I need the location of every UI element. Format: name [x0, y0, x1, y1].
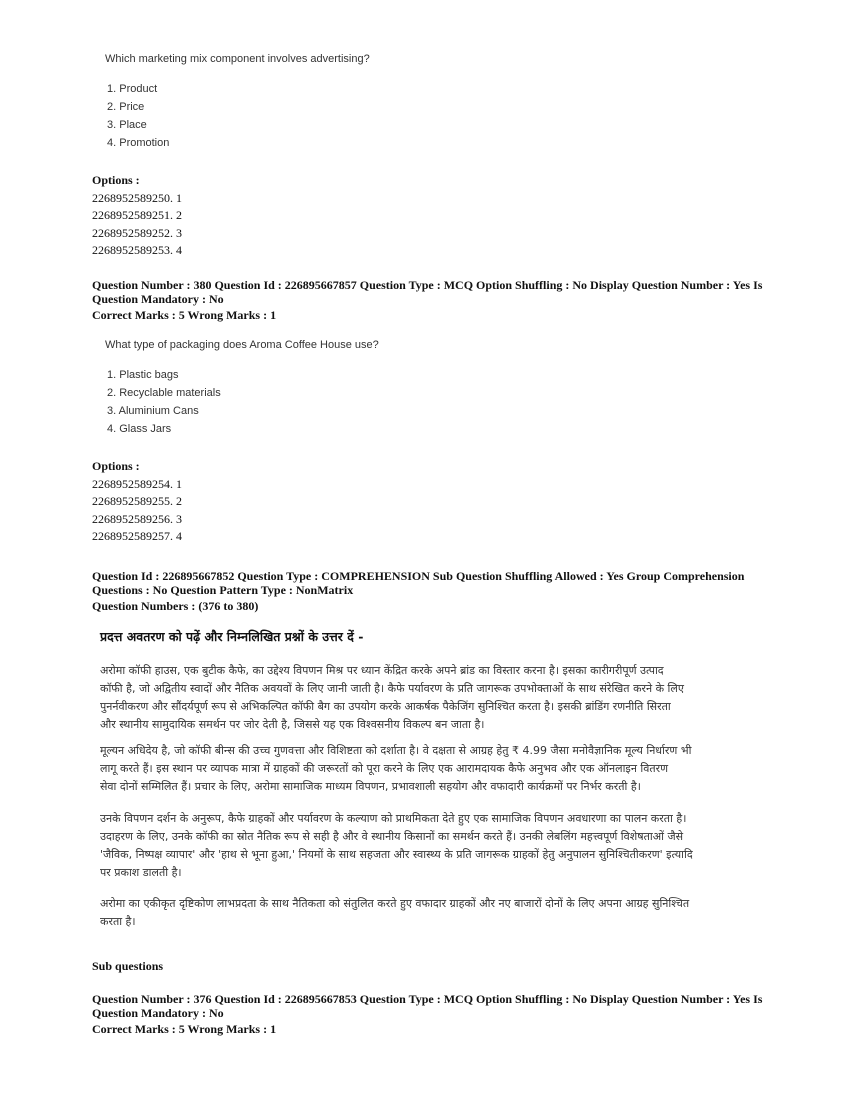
- passage-line: सेवा दोनों सम्मिलित हैं। प्रचार के लिए, अरोमा सामाजिक माध्यम विपणन, प्रभावशाली सहयोग और वफादारी कार्यक्रमों पर निर्भर करती है।: [100, 780, 641, 793]
- question-numbers-line: Question Numbers : (376 to 380): [92, 599, 259, 613]
- choice-item: 3. Aluminium Cans: [107, 405, 199, 417]
- passage-paragraph: [100, 895, 780, 931]
- comprehension-meta: [92, 569, 772, 613]
- question-text: What type of packaging does Aroma Coffee House use?: [105, 339, 379, 351]
- meta-line: Question Number : 380 Question Id : 226895667857 Question Type : MCQ Option Shuffling : No Display Question Number : Yes Is: [92, 278, 763, 292]
- meta-line: Question Mandatory : No: [92, 1006, 224, 1020]
- passage-line: पर प्रकाश डालती है।: [100, 866, 182, 879]
- meta-line: Question Mandatory : No: [92, 292, 224, 306]
- passage-instruction: प्रदत्त अवतरण को पढ़ें और निम्नलिखित प्रश्नों के उत्तर दें -: [100, 629, 364, 644]
- passage-paragraph: [100, 662, 780, 734]
- marks-line: Correct Marks : 5 Wrong Marks : 1: [92, 308, 277, 322]
- passage-line: उनके विपणन दर्शन के अनुरूप, कैफे ग्राहकों और पर्यावरण के कल्याण को प्राथमिकता देते हुए एक सामाजिक विपणन अवधारणा का पालन करता है।: [100, 812, 687, 825]
- options-label: Options :: [92, 173, 140, 187]
- meta-line: Question Number : 376 Question Id : 226895667853 Question Type : MCQ Option Shuffling : No Display Question Number : Yes Is: [92, 992, 763, 1006]
- passage-line: और स्थानीय सामुदायिक समर्थन पर जोर देती है, जिससे यह एक विश्वसनीय विकल्प बन जाता है।: [100, 718, 485, 731]
- option-id: 2268952589251. 2: [92, 208, 182, 222]
- question-meta: [92, 278, 772, 322]
- passage-line: लागू करते हैं। इस स्थान पर व्यापक मात्रा में ग्राहकों की जरूरतों को पूरा करने के लिए एक आरामदायक कैफे अनुभव और एक ऑनलाइन वितरण: [100, 762, 669, 775]
- question-text: Which marketing mix component involves advertising?: [105, 53, 370, 65]
- option-id: 2268952589253. 4: [92, 243, 182, 257]
- choice-list: [107, 80, 169, 152]
- passage-paragraph: [100, 742, 780, 796]
- option-id: 2268952589257. 4: [92, 529, 182, 543]
- choice-list: [107, 366, 221, 438]
- passage-line: मूल्यन अधिदेय है, जो कॉफी बीन्स की उच्च गुणवत्ता और विशिष्टता को दर्शाता है। वे दक्षता से आग्रह हेतु ₹ 4.99 जैसा मनोवैज्ञानिक मूल्य निर्धारण भी: [100, 744, 692, 757]
- choice-item: 2. Price: [107, 101, 145, 113]
- passage-paragraph: [100, 810, 780, 882]
- meta-line: Question Id : 226895667852 Question Type : COMPREHENSION Sub Question Shuffling Allowed : Yes Group Comprehension: [92, 569, 745, 583]
- option-id: 2268952589254. 1: [92, 476, 182, 491]
- options-label: Options :: [92, 459, 140, 473]
- options-block: [92, 172, 772, 260]
- choice-item: 1. Product: [107, 83, 158, 95]
- passage-line: उदाहरण के लिए, उनके कॉफी का स्रोत नैतिक रूप से सही है और वे स्थानीय किसानों का समर्थन करते हैं। उनकी लेबलिंग महत्त्वपूर्ण विशेषताओं जैसे: [100, 830, 684, 843]
- passage-line: अरोमा कॉफी हाउस, एक बुटीक कैफे, का उद्देश्य विपणन मिश्र पर ध्यान केंद्रित करके अपने ब्रांड का विस्तार करना है। इसका कारीगरीपूर्ण उत्पाद: [100, 664, 664, 677]
- option-id: 2268952589250. 1: [92, 190, 182, 205]
- choice-item: 3. Place: [107, 119, 147, 131]
- option-id: 2268952589255. 2: [92, 494, 182, 508]
- choice-item: 2. Recyclable materials: [107, 387, 221, 399]
- passage-line: कॉफी है, जो अद्वितीय स्वादों और नैतिक अवयवों के लिए जानी जाती है। कैफे पर्यावरण के प्रति जागरूक उपभोक्ताओं के साथ संरेखित करने के लिए: [100, 682, 684, 695]
- passage-line: पुनर्नवीकरण और सौंदर्यपूर्ण रूप से अभिकल्पित कॉफी बैग का उपयोग करके आकर्षक पैकेजिंग सुनिश्चित करता है। इसकी ब्रांडिंग रणनीति सिरता: [100, 700, 671, 713]
- sub-questions-heading: [92, 958, 772, 976]
- question-meta: [92, 992, 772, 1036]
- sub-questions-label: Sub questions: [92, 959, 164, 973]
- option-id: 2268952589256. 3: [92, 511, 182, 526]
- marks-line: Correct Marks : 5 Wrong Marks : 1: [92, 1022, 277, 1036]
- passage-line: 'जैविक, निष्पक्ष व्यापार' और 'हाथ से भूना हुआ,' नियमों के साथ सहजता और स्वास्थ्य के प्रति जागरूक ग्राहकों हेतु अनुपालन सुनिश्चितीकरण' इत्यादि: [100, 848, 693, 861]
- passage-line: करता है।: [100, 915, 136, 928]
- choice-item: 4. Glass Jars: [107, 423, 172, 435]
- option-id: 2268952589252. 3: [92, 225, 182, 240]
- choice-item: 4. Promotion: [107, 137, 170, 149]
- passage-line: अरोमा का एकीकृत दृष्टिकोण लाभप्रदता के साथ नैतिकता को संतुलित करते हुए वफादार ग्राहकों और नए बाजारों दोनों के लिए अपना आग्रह सुनिश्चित: [100, 897, 690, 910]
- options-block: [92, 458, 772, 546]
- choice-item: 1. Plastic bags: [107, 369, 179, 381]
- meta-line: Questions : No Question Pattern Type : NonMatrix: [92, 583, 354, 597]
